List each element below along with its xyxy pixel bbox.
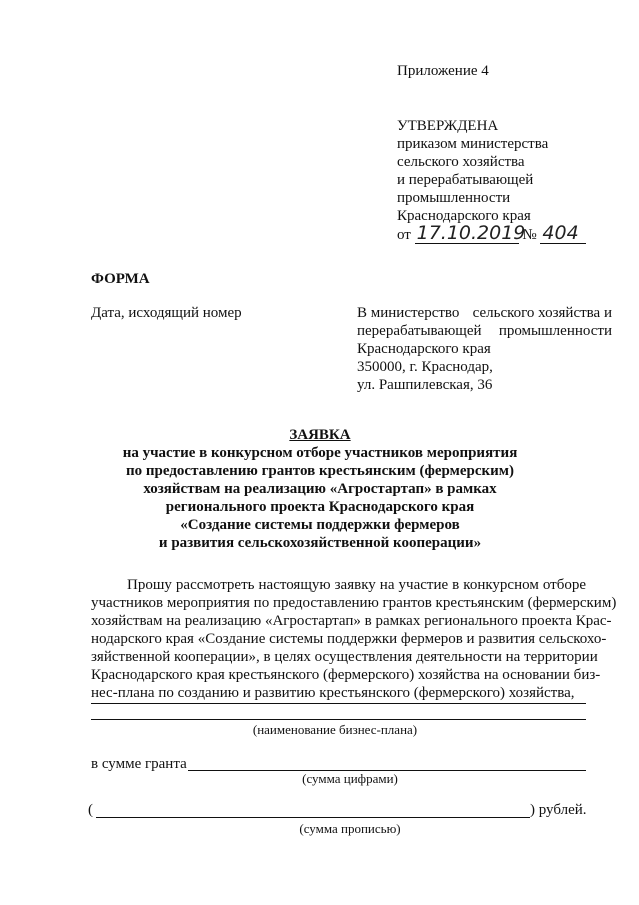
sender-label: Дата, исходящий номер — [91, 305, 242, 321]
grant-label: в сумме гранта — [91, 756, 187, 772]
body-line: нодарского края «Создание системы поддержки фермеров и развития сельскохо- — [91, 631, 607, 647]
title-line: по предоставлению грантов крестьянским (фермерским) — [125, 463, 515, 479]
approval-date: 17.10.2019 — [416, 222, 526, 244]
approval-number: 404 — [540, 223, 586, 244]
approval-block — [397, 117, 607, 244]
approval-line: промышленности — [397, 190, 511, 206]
body-paragraph — [91, 576, 617, 702]
recipient-line: 350000, г. Краснодар, — [357, 359, 493, 375]
approval-title: УТВЕРЖДЕНА — [397, 118, 499, 134]
title-heading: ЗАЯВКА — [289, 427, 351, 443]
recipient-text: промышленности — [498, 323, 612, 339]
words-caption: (сумма прописью) — [299, 821, 401, 836]
approval-date-row — [397, 223, 607, 244]
body-line: зяйственной кооперации», в целях осуществления деятельности на территории — [91, 649, 598, 665]
body-line: нес-плана по созданию и развитию крестьянского (фермерского) хозяйства, — [91, 685, 575, 701]
recipient-block — [357, 304, 612, 394]
recipient-text: перерабатывающей — [357, 323, 482, 339]
title-line: на участие в конкурсном отборе участников мероприятия — [122, 445, 518, 461]
grant-caption: (сумма цифрами) — [302, 771, 398, 786]
title-line: регионального проекта Краснодарского края — [165, 499, 475, 515]
paren-close: ) рублей. — [530, 802, 587, 818]
form-label: ФОРМА — [91, 271, 150, 287]
title-line: хозяйствам на реализацию «Агростартап» в рамках — [143, 481, 497, 497]
number-prefix: № — [522, 227, 537, 243]
business-plan-line[interactable] — [91, 703, 586, 704]
business-plan-line[interactable] — [91, 719, 586, 720]
recipient-line: ул. Рашпилевская, 36 — [357, 377, 493, 393]
recipient-line: Краснодарского края — [357, 341, 491, 357]
words-amount-line[interactable] — [96, 817, 530, 818]
recipient-line — [357, 322, 612, 340]
application-title — [60, 426, 580, 552]
recipient-line — [357, 304, 612, 322]
approval-line: приказом министерства — [397, 136, 549, 152]
date-prefix: от — [397, 227, 411, 243]
business-plan-caption: (наименование бизнес-плана) — [252, 722, 418, 737]
approval-line: сельского хозяйства — [397, 154, 525, 170]
approval-line: Краснодарского края — [397, 208, 531, 224]
title-line: «Создание системы поддержки фермеров — [180, 517, 460, 533]
recipient-text: сельского хозяйства и — [472, 305, 612, 321]
appendix-label: Приложение 4 — [397, 63, 489, 79]
recipient-text: В министерство — [357, 305, 460, 321]
title-line: и развития сельскохозяйственной кооперации» — [158, 535, 482, 551]
body-line: Краснодарского края крестьянского (фермерского) хозяйства на основании биз- — [91, 667, 601, 683]
paren-open: ( — [88, 802, 93, 818]
body-line: Прошу рассмотреть настоящую заявку на участие в конкурсном отборе — [127, 577, 586, 593]
approval-line: и перерабатывающей — [397, 172, 534, 188]
body-line: участников мероприятия по предоставлению грантов крестьянским (фермерским) — [91, 595, 617, 611]
body-line: хозяйствам на реализацию «Агростартап» в рамках регионального проекта Крас- — [91, 613, 612, 629]
